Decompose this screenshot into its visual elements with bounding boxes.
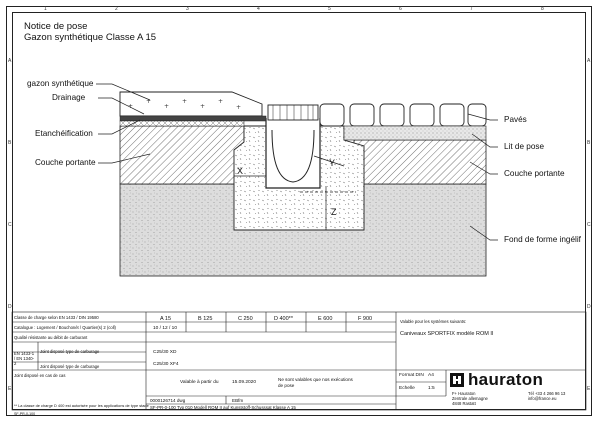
- tb-catalogue-label: Catalogue : Logement / Bouchonét / Quartier(s) 2 (coll): [14, 325, 116, 330]
- svg-text:+: +: [200, 103, 206, 110]
- frame-mark-5: 5: [328, 6, 331, 12]
- label-bearing-layer-right: Couche portante: [504, 169, 565, 178]
- hauraton-logo-mark: [450, 373, 464, 387]
- tb-class-value: 10 / 12 / 10: [153, 326, 178, 331]
- tb-class-c250: C 250: [238, 316, 253, 322]
- tb-joint-label-1: Joint disposé type de carburage: [40, 349, 100, 354]
- document-subtitle: Gazon synthétique Classe A 15: [24, 32, 157, 43]
- frame-mark-6: 6: [399, 6, 402, 12]
- frame-mark-c-right: C: [587, 222, 591, 228]
- svg-text:+: +: [128, 103, 134, 110]
- tb-norm-code: EN 1433-1 / EN 1340-2: [14, 351, 35, 366]
- tb-concrete-code-1: C25/30 XD: [153, 350, 177, 355]
- tb-class-e600: E 600: [318, 316, 333, 322]
- frame-mark-a-right: A: [587, 58, 591, 64]
- label-drainage: Drainage: [52, 93, 86, 102]
- svg-text:+: +: [182, 98, 188, 105]
- label-bearing-layer-left: Couche portante: [35, 158, 96, 167]
- dimension-x: X: [237, 166, 244, 176]
- label-bedding: Lit de pose: [504, 142, 545, 151]
- hauraton-logo-text: hauraton: [468, 370, 544, 389]
- pavers: [320, 104, 486, 126]
- frame-mark-e-right: E: [587, 386, 591, 392]
- label-artificial-turf: gazon synthétique: [27, 79, 94, 88]
- tb-footnote: ** La classe de charge D 400 est autorisée pour les applications de type stade: [14, 403, 149, 408]
- channel-grate: [268, 105, 318, 120]
- frame-mark-d-right: D: [587, 304, 591, 310]
- dimension-y: Y: [329, 158, 336, 168]
- tb-scale-value: 1:5: [428, 386, 435, 391]
- tb-joint-label-2: Joint disposé type de carburage: [40, 364, 100, 369]
- drainage-layer: [120, 116, 266, 121]
- tb-class-a15: A 15: [160, 316, 172, 322]
- tb-company-phone: Tél +33 4 266 96 13: [528, 391, 566, 396]
- tb-company-line-1: F+ Hauraton: [452, 391, 476, 396]
- right-bearing-layer: [354, 140, 486, 184]
- tb-load-class-label: Classe de charge selon EN 1433 / DIN 19580: [14, 315, 99, 320]
- frame-mark-8: 8: [541, 6, 544, 12]
- tb-joint-label-3: Joint disposé en cas de cas: [14, 373, 66, 378]
- bedding-layer: [344, 126, 486, 140]
- tb-product-name: Caniveaux SPORTFIX modèle ROM II: [400, 331, 494, 337]
- tb-format-label: Format DIN: [399, 373, 424, 378]
- label-subgrade: Fond de forme ingélif: [504, 235, 581, 244]
- tb-class-b125: B 125: [198, 316, 213, 322]
- tb-company-email: info@france.eu: [528, 396, 557, 401]
- frame-mark-d: D: [8, 304, 12, 310]
- frame-mark-2: 2: [115, 6, 118, 12]
- svg-text:+: +: [146, 98, 152, 105]
- left-bearing-layer: [120, 126, 244, 184]
- tb-bottom-code: SF-PR-0-100: [14, 412, 36, 416]
- frame-mark-b-right: B: [587, 140, 591, 146]
- tb-company-line-3: 4848 Rastatt: [452, 401, 476, 406]
- frame-mark-3: 3: [186, 6, 189, 12]
- frame-mark-4: 4: [257, 6, 260, 12]
- label-sealing: Etanchéification: [35, 129, 93, 138]
- frame-mark-e: E: [8, 386, 12, 392]
- tb-quality-label: Qualité résistante au débit de carburant: [14, 335, 88, 340]
- svg-text:+: +: [164, 103, 170, 110]
- tb-document-reference: SF-PR-0-100 Typ 010 Modell ROM II auf Kunststoff-Schusssat Klasse A 15: [150, 405, 296, 410]
- svg-text:+: +: [218, 98, 224, 105]
- tb-concrete-code-2: C25/30 XF4: [153, 362, 179, 367]
- svg-text:+: +: [236, 104, 242, 111]
- tb-class-d400: D 400**: [274, 316, 293, 322]
- label-pavers: Pavés: [504, 115, 527, 124]
- tb-class-f900: F 900: [358, 316, 373, 322]
- tb-validity-date: 15.09.2020: [232, 380, 257, 385]
- tb-drawn-by: EBfm: [232, 398, 244, 403]
- tb-norm-note: Ne sont valables que nos exécutions de pose: [278, 377, 353, 388]
- tb-drawing-number: 0000126714 dwg: [150, 398, 186, 403]
- tb-company-line-2: Zentrale allemagne: [452, 396, 488, 401]
- frame-mark-a: A: [8, 58, 12, 64]
- tb-validity-label: Valable à partir du: [180, 380, 219, 385]
- tb-format-value: A4: [428, 373, 434, 378]
- tb-validity-note: Valable pour les systèmes suivants:: [400, 319, 467, 324]
- sealing-layer: [120, 121, 244, 126]
- frame-mark-b: B: [8, 140, 12, 146]
- document-title: Notice de pose: [24, 21, 88, 32]
- tb-scale-label: Echelle: [399, 386, 415, 391]
- dimension-z: Z: [331, 207, 337, 217]
- frame-mark-7: 7: [470, 6, 473, 12]
- frame-mark-1: 1: [44, 6, 47, 12]
- frame-mark-c: C: [8, 222, 12, 228]
